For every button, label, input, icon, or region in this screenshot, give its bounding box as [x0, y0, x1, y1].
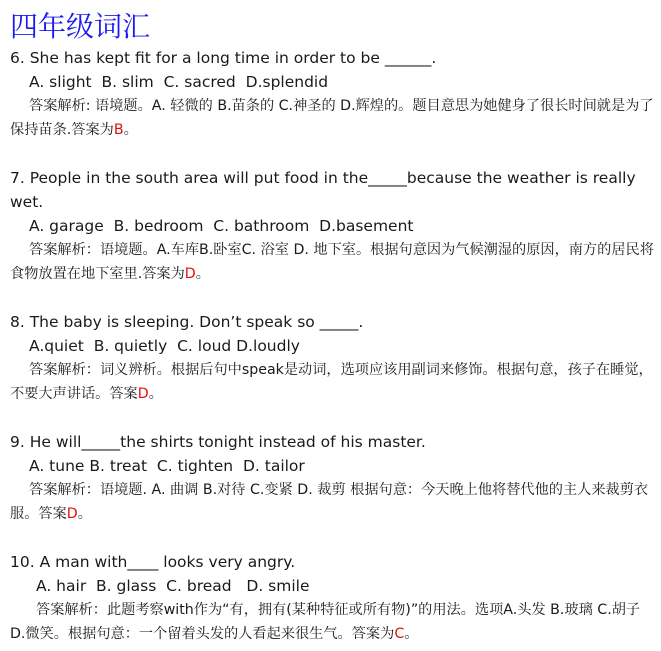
answer-analysis	[10, 94, 655, 142]
question-text: 10. A man with____ looks very angry.	[10, 553, 296, 571]
question-options: A. slight B. slim C. sacred D.splendid	[29, 73, 329, 91]
analysis-tail: 。	[404, 626, 419, 642]
question-options: A. garage B. bedroom C. bathroom D.basement	[29, 217, 414, 235]
question-options: A. hair B. glass C. bread D. smile	[36, 577, 310, 595]
question-text: 6. She has kept fit for a long time in order to be ______.	[10, 49, 437, 67]
answer-letter: B	[113, 122, 124, 138]
question-8	[10, 310, 655, 406]
analysis-text: 答案解析：语境题. A. 曲调 B.对待 C.变紧 D. 裁剪 根据句意：今天晚上他将替代他的主人来裁剪衣 服。答案	[10, 482, 649, 522]
answer-analysis	[10, 358, 655, 406]
analysis-text: 答案解析：此题考察with作为“有，拥有(某种特征或所有物)”的用法。选项A.头发 B.玻璃 C.胡子 D.微笑。根据句意：一个留着头发的人看起来很生气。答案为	[10, 602, 641, 642]
question-10	[10, 550, 655, 646]
analysis-text: 答案解析：词义辨析。根据后句中speak是动词，选项应该用副词来修饰。根据句意，孩子在睡觉， 不要大声讲话。答案	[10, 362, 653, 402]
analysis-tail: 。	[123, 122, 138, 138]
answer-letter: D	[137, 386, 149, 402]
analysis-tail: 。	[148, 386, 163, 402]
page-title: 四年级词汇	[10, 10, 151, 43]
question-6	[10, 46, 655, 142]
question-options: A.quiet B. quietly C. loud D.loudly	[29, 337, 300, 355]
answer-letter: D	[66, 506, 78, 522]
spacer	[10, 526, 655, 550]
analysis-tail: 。	[77, 506, 92, 522]
answer-analysis	[10, 478, 655, 526]
question-7	[10, 166, 655, 286]
answer-analysis	[10, 238, 655, 286]
question-9	[10, 430, 655, 526]
question-text: 9. He will_____the shirts tonight instead of his master.	[10, 433, 426, 451]
analysis-text: 答案解析: 语境题。A. 轻微的 B.苗条的 C.神圣的 D.辉煌的。题目意思为她健身了很长时间就是为了 保持苗条.答案为	[10, 98, 654, 138]
spacer	[10, 406, 655, 430]
document-page	[10, 8, 655, 646]
question-text: 7. People in the south area will put food in the_____because the weather is really wet.	[10, 169, 636, 211]
question-text: 8. The baby is sleeping. Don’t speak so _____.	[10, 313, 364, 331]
answer-analysis	[10, 598, 655, 646]
spacer	[10, 142, 655, 166]
analysis-text: 答案解析：语境题。A.车库B.卧室C. 浴室 D. 地下室。根据句意因为气候潮湿的原因，南方的居民将 食物放置在地下室里.答案为	[10, 242, 654, 282]
question-options: A. tune B. treat C. tighten D. tailor	[29, 457, 305, 475]
spacer	[10, 286, 655, 310]
answer-letter: C	[394, 626, 405, 642]
analysis-tail: 。	[195, 266, 210, 282]
answer-letter: D	[184, 266, 196, 282]
